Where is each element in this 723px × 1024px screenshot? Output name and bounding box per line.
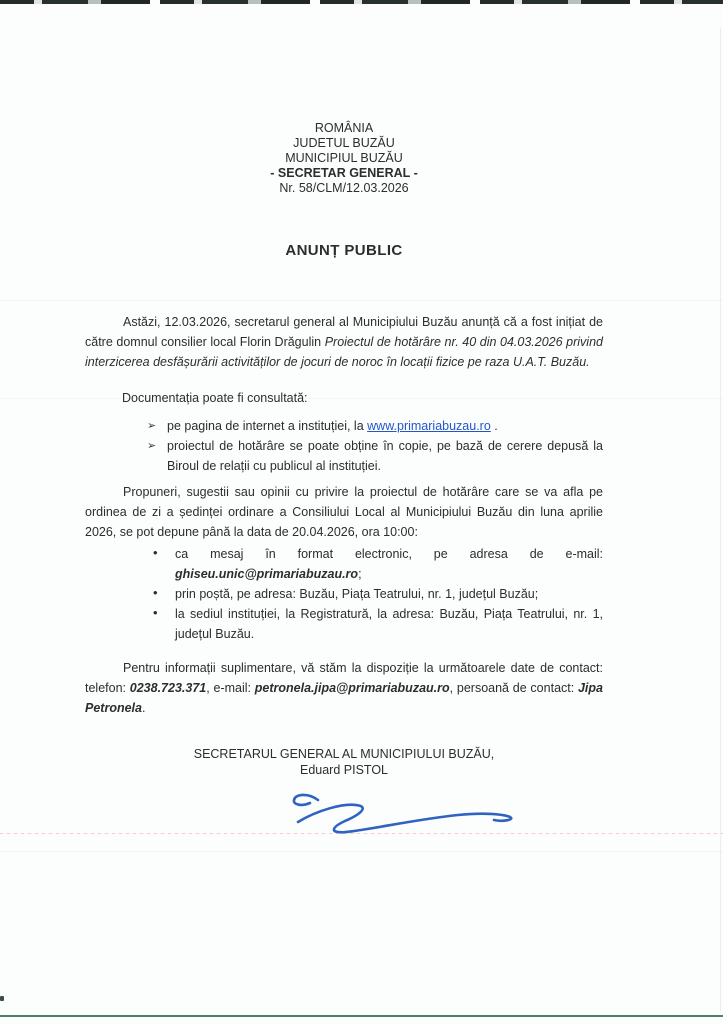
signature-block: [85, 746, 603, 778]
document-body: [85, 0, 603, 778]
contact-text: , e-mail:: [206, 681, 255, 695]
documentation-list: [85, 416, 603, 476]
list-item-text: la sediul instituției, la Registratură, la adresa: Buzău, Piața Teatrului, nr. 1, județul Buzău.: [175, 607, 603, 641]
contact-email: petronela.jipa@primariabuzau.ro: [254, 681, 450, 695]
dot-bullet-icon: •: [153, 605, 158, 620]
dot-bullet-icon: •: [153, 585, 158, 600]
letterhead: [85, 121, 603, 196]
contact-text: Pentru informații suplimentare, vă stăm la dispoziție la următoarele date de contact: telefon:: [85, 661, 603, 695]
intro-draft-reference: Proiectul de hotărâre nr. 40 din 04.03.2026 privind interzicerea desfășurării activităților de jocuri de noroc în locații fizice pe raza U.A.T. Buzău.: [85, 335, 603, 369]
list-item-text: .: [490, 419, 498, 433]
signatory-name: Eduard PISTOL: [299, 763, 388, 777]
scan-edge-mark: [0, 996, 4, 1001]
list-item: [85, 604, 603, 644]
handwritten-signature: [268, 791, 528, 843]
letterhead-office: - SECRETAR GENERAL -: [270, 166, 418, 180]
website-link[interactable]: www.primariabuzau.ro: [367, 419, 491, 433]
letterhead-county: JUDETUL BUZĂU: [293, 136, 395, 150]
scan-edge-right: [720, 28, 721, 1012]
submission-list: [85, 544, 603, 644]
contact-phone: 0238.723.371: [129, 681, 207, 695]
list-item-text: proiectul de hotărâre se poate obține în copie, pe bază de cerere depusă la Biroul de relații cu publicul al instituției.: [167, 439, 603, 473]
documentation-heading: Documentația poate fi consultată:: [122, 391, 308, 405]
list-item-text: ca mesaj în format electronic, pe adresa de e-mail:: [175, 547, 603, 561]
letterhead-country: ROMÂNIA: [314, 121, 374, 135]
letterhead-municipality: MUNICIPIUL BUZĂU: [285, 151, 403, 165]
page-title: ANUNȚ PUBLIC: [285, 242, 403, 259]
list-item: [85, 584, 603, 604]
contact-paragraph: [85, 658, 603, 718]
arrow-bullet-icon: ➢: [147, 420, 157, 432]
list-item-text: ;: [358, 567, 362, 581]
scan-artifact-line: [0, 851, 723, 852]
list-item: [85, 544, 603, 584]
list-item: [85, 416, 603, 436]
list-item-text: pe pagina de internet a instituției, la: [167, 419, 368, 433]
intro-text: Astăzi, 12.03.2026, secretarul general al Municipiului Buzău anunță că a fost inițiat de către domnul consilier local Florin Drăgulin: [85, 315, 603, 349]
list-item-text: prin poștă, pe adresa: Buzău, Piața Teatrului, nr. 1, județul Buzău;: [175, 587, 539, 601]
arrow-bullet-icon: ➢: [147, 440, 157, 452]
contact-text: .: [141, 701, 146, 715]
contact-text: , persoană de contact:: [449, 681, 578, 695]
dot-bullet-icon: •: [153, 545, 158, 560]
contact-person: Jipa Petronela: [85, 681, 603, 715]
submission-email: ghiseu.unic@primariabuzau.ro: [175, 567, 359, 581]
intro-paragraph: [85, 312, 603, 372]
scan-artifact-pink-line: [0, 833, 723, 834]
registration-number: Nr. 58/CLM/12.03.2026: [279, 181, 409, 195]
proposals-paragraph: Propuneri, sugestii sau opinii cu privire la proiectul de hotărâre care se va afla pe ordinea de zi a ședinței ordinare a Consiliului Local al Municipiului Buzău din luna aprilie 2026, se pot depune până la data de 20.04.2026, ora 10:00:: [85, 485, 603, 539]
list-item: [85, 436, 603, 476]
signatory-title: SECRETARUL GENERAL AL MUNICIPIULUI BUZĂU,: [193, 747, 495, 761]
scan-edge-bottom-line: [0, 1015, 723, 1017]
